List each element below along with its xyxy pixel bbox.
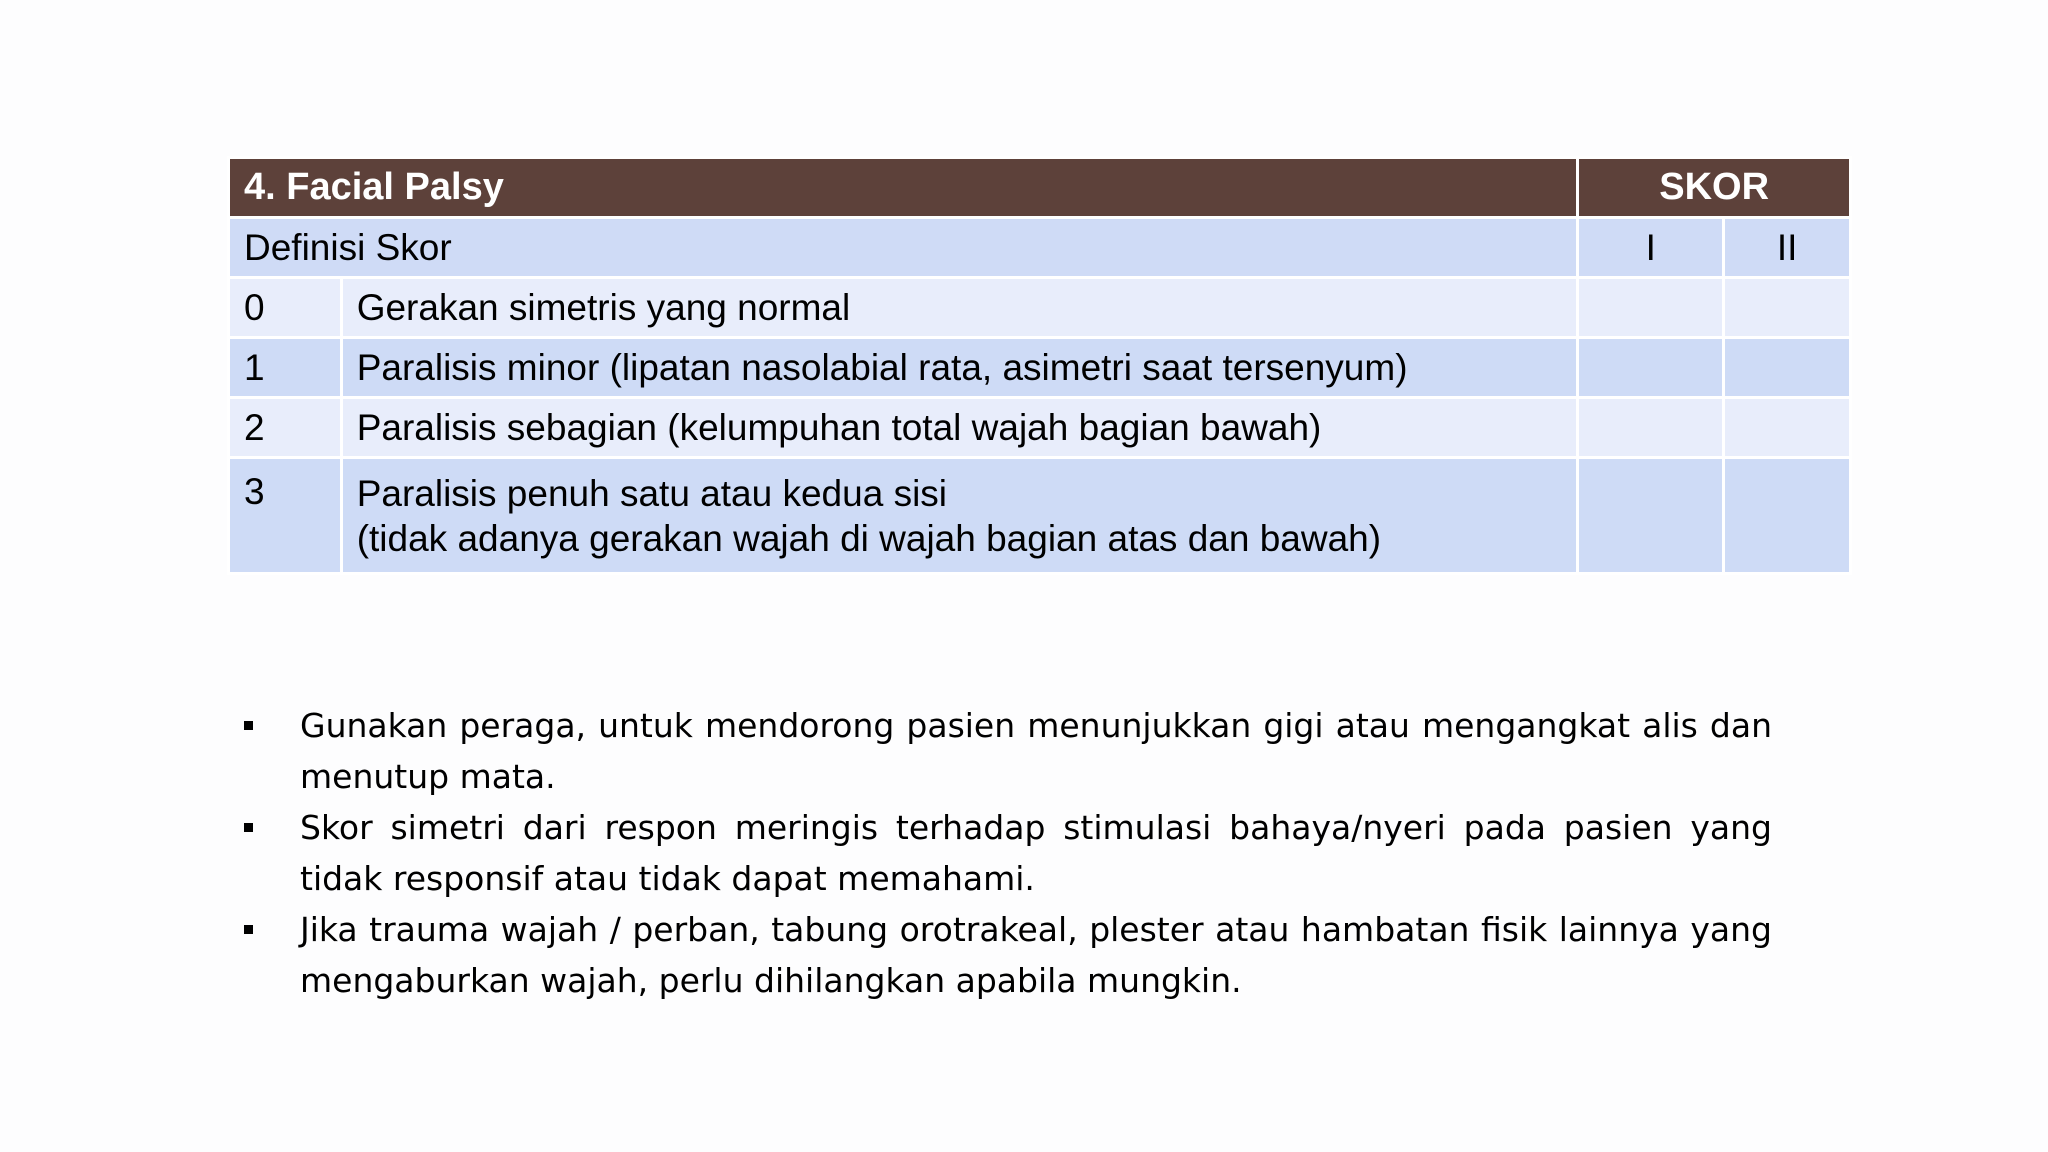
score-column-i: I bbox=[1578, 218, 1724, 278]
description-line: Paralisis sebagian (kelumpuhan total wajah bagian bawah) bbox=[356, 407, 1322, 448]
definition-label: Definisi Skor bbox=[229, 218, 1578, 278]
list-item-text: Jika trauma wajah / perban, tabung orotrakeal, plester atau hambatan fisik lainnya yang mengaburkan wajah, perlu dihilangkan apabila mungkin. bbox=[300, 910, 1772, 1000]
score-description bbox=[341, 458, 1578, 574]
description-line: (tidak adanya gerakan wajah di wajah bagian atas dan bawah) bbox=[356, 517, 1382, 559]
table-header-row bbox=[229, 158, 1851, 218]
score-cell-ii[interactable] bbox=[1724, 278, 1851, 338]
score-value: 3 bbox=[229, 458, 342, 574]
description-line: Paralisis penuh satu atau kedua sisi bbox=[356, 472, 948, 514]
facial-palsy-score-table bbox=[227, 156, 1852, 575]
table-row bbox=[229, 458, 1851, 574]
square-bullet-icon bbox=[244, 721, 253, 730]
score-description bbox=[341, 398, 1578, 458]
score-value: 1 bbox=[229, 338, 342, 398]
list-item bbox=[240, 802, 1772, 904]
instruction-list bbox=[240, 700, 1772, 1006]
score-cell-i[interactable] bbox=[1578, 398, 1724, 458]
score-cell-ii[interactable] bbox=[1724, 338, 1851, 398]
score-cell-i[interactable] bbox=[1578, 458, 1724, 574]
table-row bbox=[229, 338, 1851, 398]
description-line: Paralisis minor (lipatan nasolabial rata, asimetri saat tersenyum) bbox=[356, 347, 1408, 388]
score-value: 0 bbox=[229, 278, 342, 338]
square-bullet-icon bbox=[244, 823, 253, 832]
square-bullet-icon bbox=[244, 925, 253, 934]
score-description bbox=[341, 338, 1578, 398]
list-item-text: Gunakan peraga, untuk mendorong pasien menunjukkan gigi atau mengangkat alis dan menutup mata. bbox=[300, 706, 1772, 796]
score-value: 2 bbox=[229, 398, 342, 458]
score-cell-ii[interactable] bbox=[1724, 458, 1851, 574]
table-title: 4. Facial Palsy bbox=[229, 158, 1578, 218]
list-item bbox=[240, 700, 1772, 802]
score-description bbox=[341, 278, 1578, 338]
score-header: SKOR bbox=[1578, 158, 1851, 218]
score-column-ii: II bbox=[1724, 218, 1851, 278]
list-item-text: Skor simetri dari respon meringis terhadap stimulasi bahaya/nyeri pada pasien yang tidak responsif atau tidak dapat memahami. bbox=[300, 808, 1772, 898]
table-row bbox=[229, 278, 1851, 338]
list-item bbox=[240, 904, 1772, 1006]
table-subheader-row bbox=[229, 218, 1851, 278]
score-cell-i[interactable] bbox=[1578, 338, 1724, 398]
table-row bbox=[229, 398, 1851, 458]
description-line: Gerakan simetris yang normal bbox=[356, 287, 851, 328]
score-cell-i[interactable] bbox=[1578, 278, 1724, 338]
score-cell-ii[interactable] bbox=[1724, 398, 1851, 458]
